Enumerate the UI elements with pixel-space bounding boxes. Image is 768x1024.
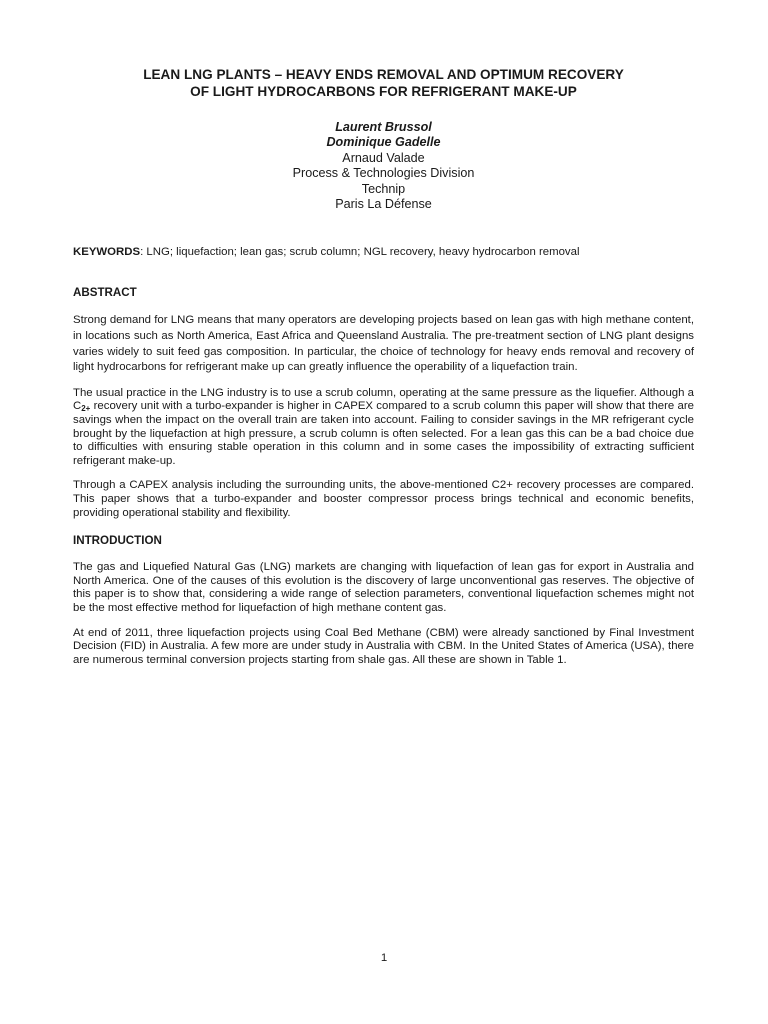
page-number: 1 — [380, 952, 388, 964]
author-name: Arnaud Valade — [342, 150, 425, 165]
title-line-2: OF LIGHT HYDROCARBONS FOR REFRIGERANT MAKE-UP — [190, 84, 577, 99]
introduction-heading: INTRODUCTION — [73, 534, 162, 548]
keywords-label: KEYWORDS — [73, 246, 141, 259]
c2-plus-subscript: 2+ — [81, 404, 91, 414]
abstract-paragraph-3: Through a CAPEX analysis including the surrounding units, the above-mentioned C2+ recovery processes are compared. This paper shows that a turbo-expander and booster compressor process brings technical and economic benefits, providing operational stability and flexibility. — [73, 479, 694, 519]
introduction-paragraph-1: The gas and Liquefied Natural Gas (LNG) markets are changing with liquefaction of lean gas for export in Australia and North America. One of the causes of this evolution is the discovery of large unconventional gas reserves. The objective of this paper is to show that, considering a wide range of selection parameters, conventional liquefaction schemes might not be the most effective method for liquefaction of high methane content gas. — [73, 561, 694, 614]
author-location: Paris La Défense — [335, 197, 432, 212]
author-block — [73, 120, 694, 212]
introduction-paragraph-2: At end of 2011, three liquefaction projects using Coal Bed Methane (CBM) were already sanctioned by Final Investment Decision (FID) in Australia. A few more are under study in Australia with CBM. In the United States of America (USA), there are numerous terminal conversion projects starting from shale gas. All these are shown in Table 1. — [73, 626, 694, 666]
abstract-paragraph-1: Strong demand for LNG means that many operators are developing projects based on lean gas with high methane content, in locations such as North America, East Africa and Queensland Australia. The pre-treatment section of LNG plant designs varies widely to suit feed gas composition. In particular, the choice of technology for heavy ends removal and recovery of light hydrocarbons for refrigerant make up can greatly influence the operability of a liquefaction train. — [73, 314, 694, 374]
paper-page — [73, 66, 694, 678]
author-name: Laurent Brussol — [335, 120, 432, 134]
abstract-paragraph-2 — [73, 387, 694, 469]
keywords-line — [73, 245, 694, 259]
author-division: Process & Technologies Division — [292, 166, 475, 181]
abstract-paragraph-2-start: The usual practice in the LNG industry is to use a scrub column, operating at the same pressure as the liquefier. Although a C — [73, 386, 694, 413]
author-name: Dominique Gadelle — [326, 135, 441, 150]
keywords-text: : LNG; liquefaction; lean gas; scrub column; NGL recovery, heavy hydrocarbon removal — [140, 246, 580, 259]
title-line-1: LEAN LNG PLANTS – HEAVY ENDS REMOVAL AND OPTIMUM RECOVERY — [143, 67, 624, 82]
paper-title — [73, 66, 694, 100]
author-company: Technip — [361, 181, 406, 196]
abstract-heading: ABSTRACT — [73, 286, 137, 300]
abstract-paragraph-2-end: recovery unit with a turbo-expander is higher in CAPEX compared to a scrub column this paper will show that there are savings when the impact on the overall train are taken into account. Failing to consider savings in the MR refrigerant cycle brought by the liquefaction at high pressure, a scrub column is often selected. For a lean gas this can be a bad choice due to difficulties with ensuring stable operation in this column and in some cases the impossibility of extracting sufficient refrigerant make-up. — [73, 400, 694, 467]
